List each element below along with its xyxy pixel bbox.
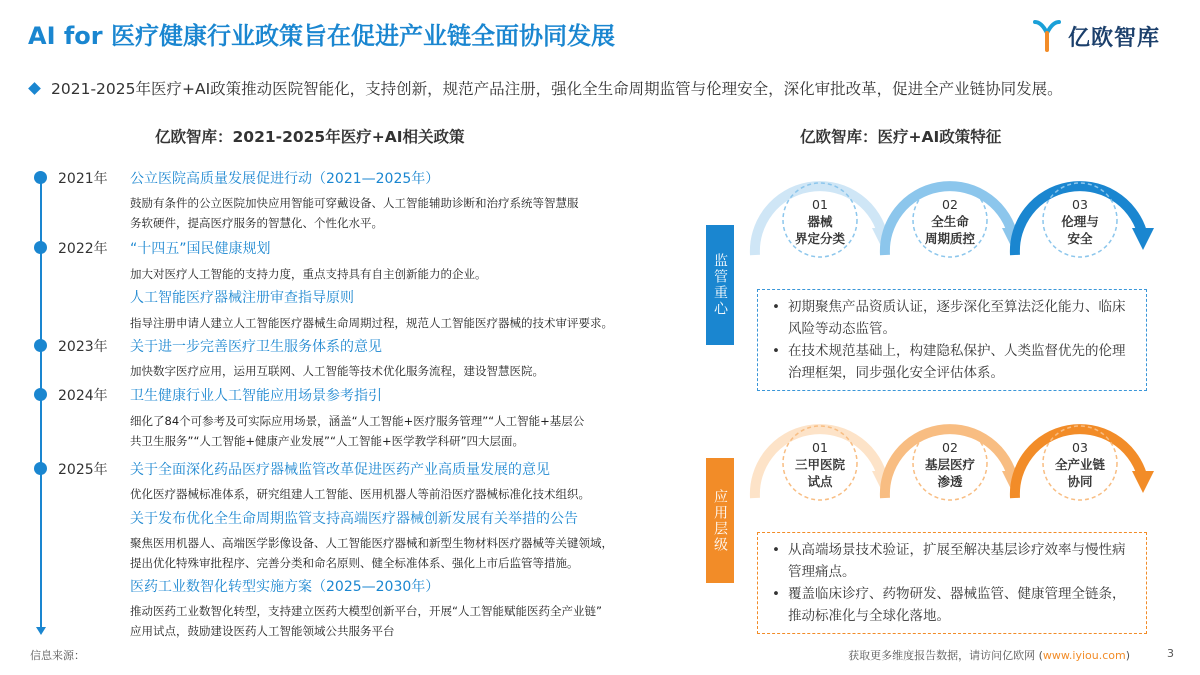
policy-desc-line: 优化医疗器械标准体系，研究组建人工智能、医用机器人等前沿医疗器械标准化技术组织。: [130, 487, 590, 501]
application-note: • 覆盖临床诊疗、药物研发、器械监管、健康管理全链条，推动标准化与全球化落地。: [772, 583, 1136, 627]
footer-note-suffix: ): [1125, 649, 1130, 662]
regulation-step: [915, 196, 985, 247]
step-number: 02: [942, 197, 958, 212]
policy-desc-line: 共卫生服务”“人工智能+健康产业发展”“人工智能+医学教学科研”四大层面。: [130, 434, 525, 448]
policy-desc-line: 推动医药工业数智化转型，支持建立医药大模型创新平台，开展“人工智能赋能医药全产业链”: [130, 604, 602, 618]
policy-desc-line: 细化了84个可参考及可实际应用场景，涵盖“人工智能+医疗服务管理”“人工智能+基层公: [130, 414, 585, 428]
regulation-step: [1045, 196, 1115, 247]
brand-logo: [1032, 14, 1160, 58]
application-step: [785, 439, 855, 490]
step-number: 03: [1072, 440, 1088, 455]
application-step: [915, 439, 985, 490]
timeline-year: 2024年: [58, 388, 108, 404]
timeline-dot: [34, 171, 47, 184]
step-number: 01: [812, 440, 828, 455]
right-section-title: 亿欧智库：医疗+AI政策特征: [800, 128, 1002, 146]
policy-title: “十四五”国民健康规划: [130, 241, 271, 257]
step-label: 基层医疗: [924, 457, 975, 472]
step-label: 伦理与: [1061, 214, 1099, 229]
timeline-dot: [34, 462, 47, 475]
summary-text: 2021-2025年医疗+AI政策推动医院智能化，支持创新，规范产品注册，强化全生命周期监管与伦理安全，深化审批改革，促进全产业链协同发展。: [51, 80, 1063, 98]
timeline-year: 2022年: [58, 241, 108, 257]
logo-text: 亿欧智库: [1067, 25, 1160, 51]
policy-title: 关于进一步完善医疗卫生服务体系的意见: [130, 339, 382, 355]
source-label: 信息来源：: [30, 649, 85, 662]
page-number: 3: [1167, 647, 1174, 660]
application-notes-box: [757, 532, 1147, 634]
step-label: 协同: [1067, 474, 1093, 489]
page-title: AI for 医疗健康行业政策旨在促进产业链全面协同发展: [28, 22, 615, 50]
summary-line: [30, 77, 1063, 99]
regulation-note: • 在技术规范基础上，构建隐私保护、人类监督优先的伦理治理框架，同步强化安全评估体系。: [772, 340, 1136, 384]
regulation-step: [785, 196, 855, 247]
step-label: 全产业链: [1054, 457, 1105, 472]
application-note: • 从高端场景技术验证，扩展至解决基层诊疗效率与慢性病管理痛点。: [772, 539, 1136, 583]
policy-title: 公立医院高质量发展促进行动（2021—2025年）: [130, 171, 440, 187]
step-label: 渗透: [937, 474, 963, 489]
regulation-focus-tab: 监管重心: [706, 225, 734, 345]
policy-desc-line: 指导注册申请人建立人工智能医疗器械生命周期过程，规范人工智能医疗器械的技术审评要求。: [130, 316, 613, 330]
application-level-tab: 应用层级: [706, 458, 734, 583]
timeline-year: 2025年: [58, 462, 108, 478]
step-label: 全生命: [931, 214, 969, 229]
left-section-title: 亿欧智库：2021-2025年医疗+AI相关政策: [155, 128, 465, 146]
footer-note-prefix: 获取更多维度报告数据，请访问亿欧网 (: [848, 649, 1043, 662]
step-label: 三甲医院: [794, 457, 845, 472]
policy-desc-line: 鼓励有条件的公立医院加快应用智能可穿戴设备、人工智能辅助诊断和治疗系统等智慧服: [130, 196, 579, 210]
policy-desc-line: 加大对医疗人工智能的支持力度，重点支持具有自主创新能力的企业。: [130, 267, 487, 281]
policy-desc-line: 应用试点，鼓励建设医药人工智能领域公共服务平台: [130, 624, 395, 638]
policy-desc-line: 加快数字医疗应用，运用互联网、人工智能等技术优化服务流程，建设智慧医院。: [130, 364, 544, 378]
policy-title: 医药工业数智化转型实施方案（2025—2030年）: [130, 579, 440, 595]
policy-title: 关于全面深化药品医疗器械监管改革促进医药产业高质量发展的意见: [130, 462, 550, 478]
timeline-dot: [34, 241, 47, 254]
diamond-bullet-icon: [28, 82, 41, 95]
policy-desc-line: 聚焦医用机器人、高端医学影像设备、人工智能医疗器械和新型生物材料医疗器械等关键领域，: [130, 536, 613, 550]
step-label: 试点: [807, 474, 833, 489]
regulation-notes-box: [757, 289, 1147, 391]
timeline-year: 2023年: [58, 339, 108, 355]
application-step: [1045, 439, 1115, 490]
step-number: 02: [942, 440, 958, 455]
policy-desc-line: 务软硬件，提高医疗服务的智慧化、个性化水平。: [130, 216, 383, 230]
yiou-logo-icon: [1032, 19, 1062, 53]
timeline-year: 2021年: [58, 171, 108, 187]
timeline-arrow-icon: [36, 627, 46, 635]
step-label: 安全: [1067, 231, 1093, 246]
timeline-dot: [34, 339, 47, 352]
step-number: 03: [1072, 197, 1088, 212]
policy-title: 关于发布优化全生命周期监管支持高端医疗器械创新发展有关举措的公告: [130, 511, 578, 527]
regulation-note: • 初期聚焦产品资质认证，逐步深化至算法泛化能力、临床风险等动态监管。: [772, 296, 1136, 340]
policy-title: 卫生健康行业人工智能应用场景参考指引: [130, 388, 382, 404]
policy-desc-line: 提出优化特殊审批程序、完善分类和命名原则、健全标准体系、强化上市后监管等措施。: [130, 556, 579, 570]
policy-title: 人工智能医疗器械注册审查指导原则: [130, 290, 354, 306]
step-label: 界定分类: [794, 231, 845, 246]
website-link[interactable]: www.iyiou.com: [1042, 649, 1126, 662]
step-label: 周期质控: [924, 231, 975, 246]
step-label: 器械: [807, 214, 833, 229]
timeline-dot: [34, 388, 47, 401]
footer-note: [848, 647, 1130, 663]
step-number: 01: [812, 197, 828, 212]
